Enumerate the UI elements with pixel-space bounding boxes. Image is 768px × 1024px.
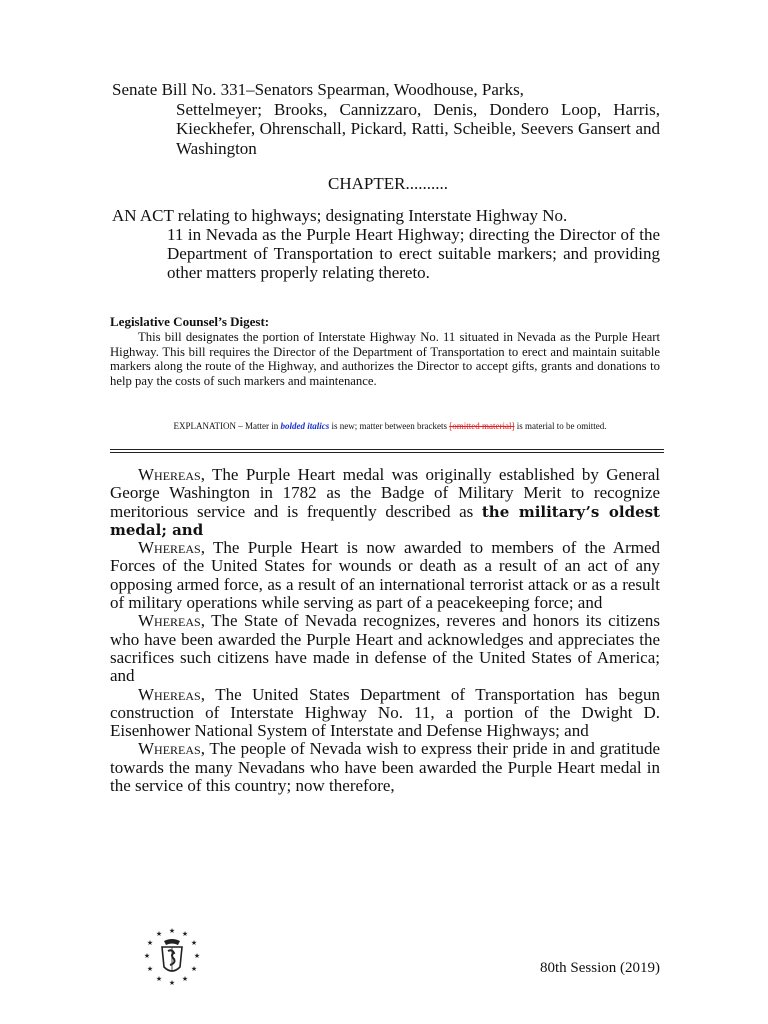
svg-text:★: ★ [168, 927, 176, 935]
svg-text:★: ★ [146, 965, 154, 973]
act-title [112, 206, 660, 282]
svg-text:★: ★ [143, 952, 151, 960]
act-title-continuation: 11 in Nevada as the Purple Heart Highway; directing the Director of the Department of Transportation to erect suitable markers; and providing other matters properly relating thereto. [167, 225, 660, 282]
svg-text:★: ★ [190, 939, 198, 947]
divider-rule-bottom [110, 452, 664, 453]
digest-heading: Legislative Counsel’s Digest: [110, 314, 270, 329]
whereas-clause [110, 740, 660, 795]
explanation-omitted-sample: [omitted material] [449, 421, 515, 431]
whereas-lead: Whereas, [138, 465, 205, 484]
whereas-lead: Whereas, [138, 739, 205, 759]
act-title-first-line: AN ACT relating to highways; designating Interstate Highway No. [112, 206, 568, 225]
bill-sponsors-first-line: Senate Bill No. 331–Senators Spearman, Woodhouse, Parks, [112, 80, 524, 99]
divider-rule-top [110, 449, 664, 450]
whereas-lead: Whereas, [138, 684, 205, 704]
whereas-clauses [110, 466, 660, 795]
explanation-middle: is new; matter between brackets [329, 421, 450, 431]
explanation-new-sample: bolded italics [280, 421, 330, 431]
whereas-text: The people of Nevada wish to express their pride in and gratitude towards the many Nevadans who have been awarded the Purple Heart medal in the service of this country; now therefore, [110, 739, 660, 796]
whereas-clause [110, 686, 660, 741]
chapter-heading: CHAPTER.......... [328, 174, 448, 193]
whereas-text: The Purple Heart is now awarded to members of the Armed Forces of the United States for wounds or death as a result of an act of any opposing armed force, as a result of an international terrorist attack or as a result of military operations while serving as part of a peacekeeping force; and [110, 538, 660, 613]
whereas-tail: the military’s oldest medal; and [110, 502, 660, 539]
whereas-clause [110, 466, 660, 539]
explanation-prefix: EXPLANATION – Matter in [173, 421, 281, 431]
svg-text:★: ★ [190, 965, 198, 973]
session-label: 80th Session (2019) [540, 960, 660, 976]
svg-text:★: ★ [155, 975, 163, 983]
explanation-suffix: is material to be omitted. [514, 421, 607, 431]
whereas-clause [110, 539, 660, 612]
bill-sponsors-continuation: Settelmeyer; Brooks, Cannizzaro, Denis, Dondero Loop, Harris, Kieckhefer, Ohrenschall, Pickard, Ratti, Scheible, Seevers Gansert and Washington [176, 99, 660, 158]
whereas-text: The United States Department of Transportation has begun construction of Interstate Highway No. 11, a portion of the Dwight D. Eisenhower National System of Interstate and Defense Highways; and [110, 684, 660, 741]
svg-text:★: ★ [146, 939, 154, 947]
svg-text:★: ★ [168, 979, 176, 987]
bill-sponsors [112, 80, 660, 158]
svg-text:★: ★ [155, 930, 163, 938]
explanation-note [0, 421, 768, 431]
whereas-lead: Whereas, [138, 611, 205, 631]
whereas-lead: Whereas, [138, 538, 205, 558]
digest-body: This bill designates the portion of Interstate Highway No. 11 situated in Nevada as the Purple Heart Highway. This bill requires the Director of the Department of Transportation to erect and maintain suitable markers along the route of the Highway, and authorizes the Director to accept gifts, grants and donations to help pay the costs of such markers and maintenance. [110, 330, 660, 388]
whereas-clause [110, 612, 660, 685]
whereas-text: The State of Nevada recognizes, reveres and honors its citizens who have been awarded the Purple Heart and acknowledges and appreciates the sacrifices such citizens have made in defense of the United States of America; and [110, 611, 660, 686]
svg-text:★: ★ [181, 975, 189, 983]
svg-text:★: ★ [193, 952, 201, 960]
whereas-text: The Purple Heart medal was originally established by General George Washington in 1782 as the Badge of Military Merit to recognize meritorious service and is frequently described as [110, 465, 660, 521]
nevada-legislature-seal-icon [140, 925, 204, 989]
svg-text:★: ★ [181, 930, 189, 938]
